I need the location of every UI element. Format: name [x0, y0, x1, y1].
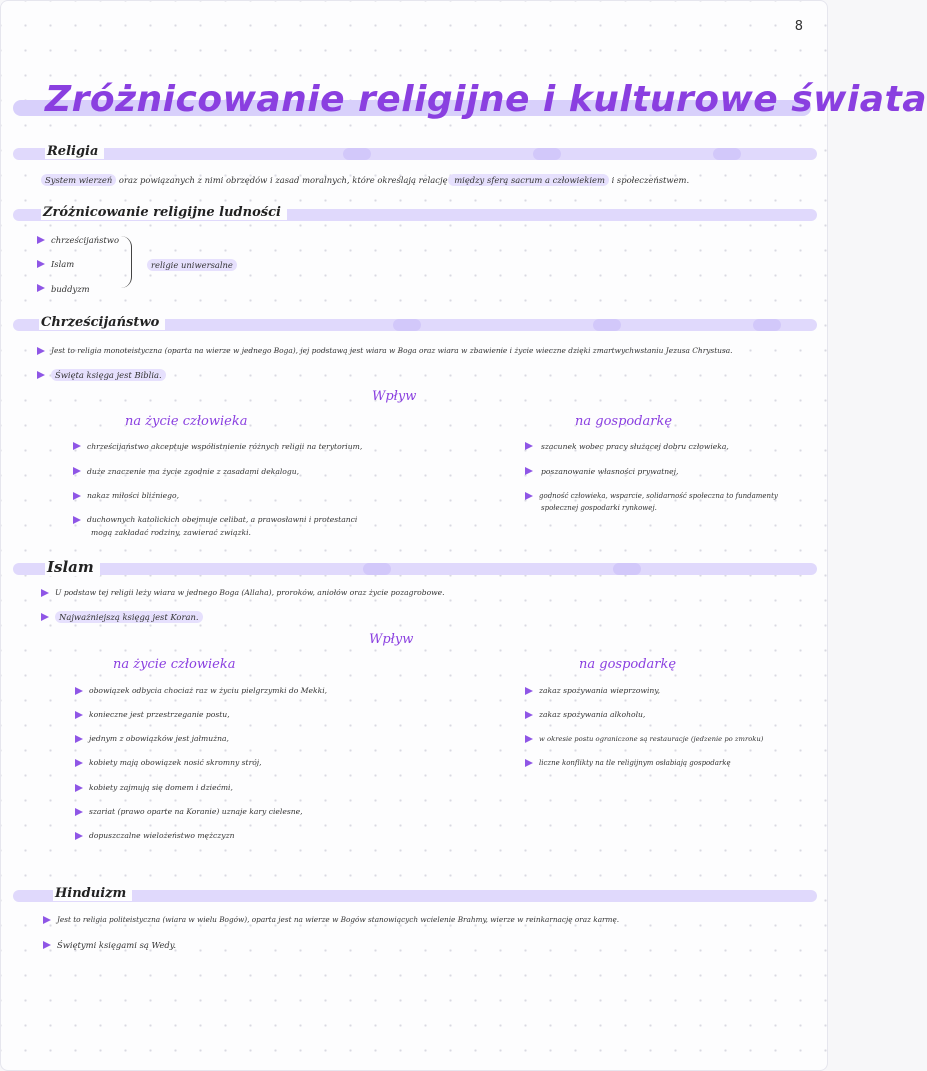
bullet-arrow-icon — [525, 442, 533, 450]
wplyw-heading: Wpływ — [372, 389, 417, 404]
bullet-arrow-icon — [73, 516, 81, 524]
heading-zroznicowanie: Zróżnicowanie religijne ludności — [41, 205, 287, 220]
islam-life-item: kobiety zajmują się domem i dziećmi, — [89, 783, 233, 792]
bullet-arrow-icon — [525, 467, 533, 475]
islam-econ-item: liczne konflikty na tle religijnym osłabiają gospodarkę — [539, 759, 731, 767]
bullet-arrow-icon — [525, 711, 533, 719]
bullet-arrow-icon — [75, 832, 83, 840]
bullet-arrow-icon — [75, 808, 83, 816]
islam-life-item: obowiązek odbycia chociaż raz w życiu pielgrzymki do Mekki, — [89, 686, 328, 695]
bullet-arrow-icon — [525, 735, 533, 743]
col-title-gospodarka: na gospodarkę — [579, 657, 677, 672]
chr-life-item-cont: mogą zakładać rodziny, zawierać związki. — [91, 528, 251, 537]
section-bar-islam — [13, 563, 817, 575]
bullet-arrow-icon — [37, 347, 45, 355]
section-bar-hinduizm — [13, 890, 817, 902]
bullet-arrow-icon — [37, 284, 45, 292]
chr-life-item: nakaz miłości bliźniego, — [87, 491, 179, 500]
islam-bullet: U podstaw tej religii leży wiara w jednego Boga (Allaha), proroków, aniołów oraz życie pozagrobowe. — [55, 588, 445, 597]
bullet-arrow-icon — [73, 467, 81, 475]
section-bar-religia — [13, 148, 817, 160]
islam-econ-item: zakaz spożywania wieprzowiny, — [539, 686, 660, 695]
bullet-arrow-icon — [525, 687, 533, 695]
islam-econ-item: zakaz spożywania alkoholu, — [539, 710, 646, 719]
chr-econ-item-cont: społecznej gospodarki rynkowej. — [541, 504, 657, 512]
islam-life-item: jednym z obowiązków jest jałmużna, — [89, 734, 229, 743]
heading-religia: Religia — [45, 144, 104, 159]
bullet-arrow-icon — [73, 442, 81, 450]
bullet-arrow-icon — [41, 589, 49, 597]
bullet-arrow-icon — [75, 759, 83, 767]
page-number: 8 — [794, 19, 803, 34]
islam-life-item: kobiety mają obowiązek nosić skromny strój, — [89, 758, 262, 767]
col-title-zycie: na życie człowieka — [113, 657, 236, 672]
bullet-arrow-icon — [75, 687, 83, 695]
islam-life-item: dopuszczalne wielożeństwo mężczyzn — [89, 831, 235, 840]
brace-icon — [121, 236, 132, 288]
religion-item: buddyzm — [51, 284, 90, 294]
chr-life-item: duże znaczenie ma życie zgodnie z zasadami dekalogu, — [87, 467, 300, 476]
chr-bullet: Jest to religia monoteistyczna (oparta na wierze w jednego Boga), jej podstawą jest wiara w Boga oraz wiara w zbawienie i życie wieczne dzięki zmartwychwstaniu Jezusa Chrystusa. — [51, 346, 733, 355]
col-title-zycie: na życie człowieka — [125, 414, 248, 429]
islam-life-item: szariat (prawo oparte na Koranie) uznaje kary cielesne, — [89, 807, 303, 816]
heading-chrzescijanstwo: Chrześcijaństwo — [39, 315, 165, 330]
bullet-arrow-icon — [73, 492, 81, 500]
bullet-arrow-icon — [37, 236, 45, 244]
islam-life-item: konieczne jest przestrzeganie postu, — [89, 710, 230, 719]
bullet-arrow-icon — [75, 735, 83, 743]
bullet-arrow-icon — [525, 492, 533, 500]
religion-item: chrześcijaństwo — [51, 235, 119, 245]
chr-econ-item: szacunek wobec pracy służącej dobru człowieka, — [541, 442, 729, 451]
hindu-bullet: Świętymi księgami są Wedy. — [57, 940, 177, 950]
chr-econ-item: godność człowieka, wsparcie, solidarność społeczna to fundamenty — [539, 492, 778, 500]
bullet-arrow-icon — [525, 759, 533, 767]
group-label: religie uniwersalne — [147, 259, 237, 271]
bullet-arrow-icon — [37, 371, 45, 379]
islam-bullet: Najważniejszą księgą jest Koran. — [55, 611, 203, 623]
hindu-bullet: Jest to religia politeistyczna (wiara w wielu Bogów), oparta jest na wierze w Bogów stanowiących wcielenie Brahmy, wierze w reinkarnację oraz karmę. — [57, 915, 620, 924]
bullet-arrow-icon — [75, 711, 83, 719]
chr-bullet: Święta księga jest Biblia. — [51, 369, 166, 381]
religia-definition: System wierzeń oraz powiązanych z nimi obrzędów i zasad moralnych, które określają relację między sferą sacrum a człowiekiem i społeczeństwem. — [41, 174, 689, 186]
bullet-arrow-icon — [41, 613, 49, 621]
chr-life-item: duchownych katolickich obejmuje celibat, a prawosławni i protestanci — [87, 515, 358, 524]
page-title: Zróżnicowanie religijne i kulturowe świata — [45, 79, 927, 120]
bullet-arrow-icon — [75, 784, 83, 792]
bullet-arrow-icon — [43, 941, 51, 949]
chr-life-item: chrześcijaństwo akceptuje współistnienie różnych religii na terytorium, — [87, 442, 363, 451]
chr-econ-item: poszanowanie własności prywatnej, — [541, 467, 679, 476]
col-title-gospodarka: na gospodarkę — [575, 414, 673, 429]
wplyw-heading: Wpływ — [369, 632, 414, 647]
bullet-arrow-icon — [37, 260, 45, 268]
religion-item: Islam — [51, 259, 75, 269]
heading-hinduizm: Hinduizm — [53, 886, 132, 901]
heading-islam: Islam — [45, 558, 100, 576]
islam-econ-item: w okresie postu ograniczone są restauracje (jedzenie po zmroku) — [539, 735, 764, 743]
bullet-arrow-icon — [43, 916, 51, 924]
